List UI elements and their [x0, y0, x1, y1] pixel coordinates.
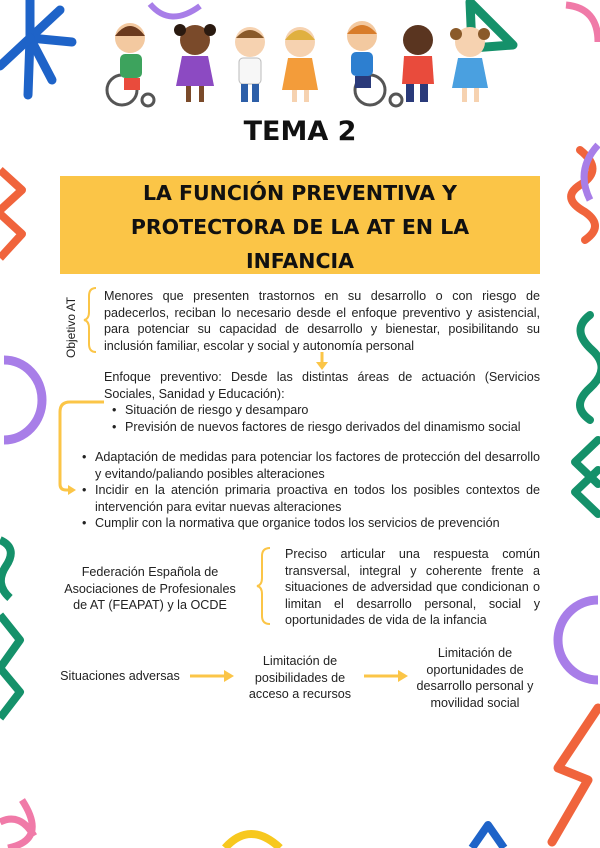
- banner-line-2: PROTECTORA DE LA AT EN LA: [130, 215, 470, 239]
- brace-objetivo: [84, 288, 96, 352]
- flow-step-3: Limitación de oportunidades de desarrollo personal y movilidad social: [416, 646, 534, 710]
- loop-arrow-icon: [68, 485, 76, 495]
- banner-line-1: LA FUNCIÓN PREVENTIVA Y: [142, 181, 458, 205]
- page-title: TEMA 2: [243, 116, 357, 147]
- arrow-right-icon-2: [364, 670, 408, 682]
- list-item: • Incidir en la atención primaria proactiva en todos los posibles contextos de intervención para evitar nuevas alteraciones: [80, 482, 540, 515]
- federacion-name: Federación Española de Asociaciones de Profesionales de AT (FEAPAT) y la OCDE: [64, 565, 236, 612]
- list-item: • Situación de riesgo y desamparo: [110, 402, 540, 419]
- list-item: • Cumplir con la normativa que organice todos los servicios de prevención: [80, 515, 540, 532]
- enfoque-list: [110, 402, 540, 435]
- list-item: • Previsión de nuevos factores de riesgo derivados del dinamismo social: [110, 419, 540, 436]
- flow-step-1: Situaciones adversas: [60, 669, 180, 683]
- brace-federacion: [257, 548, 270, 624]
- acciones-list: [80, 449, 540, 532]
- list-item: • Adaptación de medidas para potenciar los factores de protección del desarrollo y evitando/paliando posibles alteraciones: [80, 449, 540, 482]
- objetivo-label: Objetivo AT: [64, 296, 78, 358]
- enfoque-intro: Enfoque preventivo: Desde las distintas áreas de actuación (Servicios Sociales, Sanidad y Educación):: [104, 370, 540, 401]
- banner-line-3: INFANCIA: [246, 249, 354, 273]
- federacion-text: Preciso articular una respuesta común transversal, integral y coherente frente a situaciones de adversidad que condicionan o limitan el desarrollo personal, social y oportunidades de vida de la infancia: [285, 547, 540, 627]
- flow-step-2: Limitación de posibilidades de acceso a recursos: [248, 654, 352, 701]
- down-arrow-icon: [316, 352, 328, 370]
- arrow-right-icon-1: [190, 670, 234, 682]
- objetivo-text: Menores que presenten trastornos en su desarrollo o con riesgo de padecerlos, reciban lo necesario desde el enfoque preventivo y asistencial, para potenciar su capacidad de desarrollo y bienestar, posibilitando su inclusión familiar, escolar y social y autonomía personal: [104, 289, 540, 353]
